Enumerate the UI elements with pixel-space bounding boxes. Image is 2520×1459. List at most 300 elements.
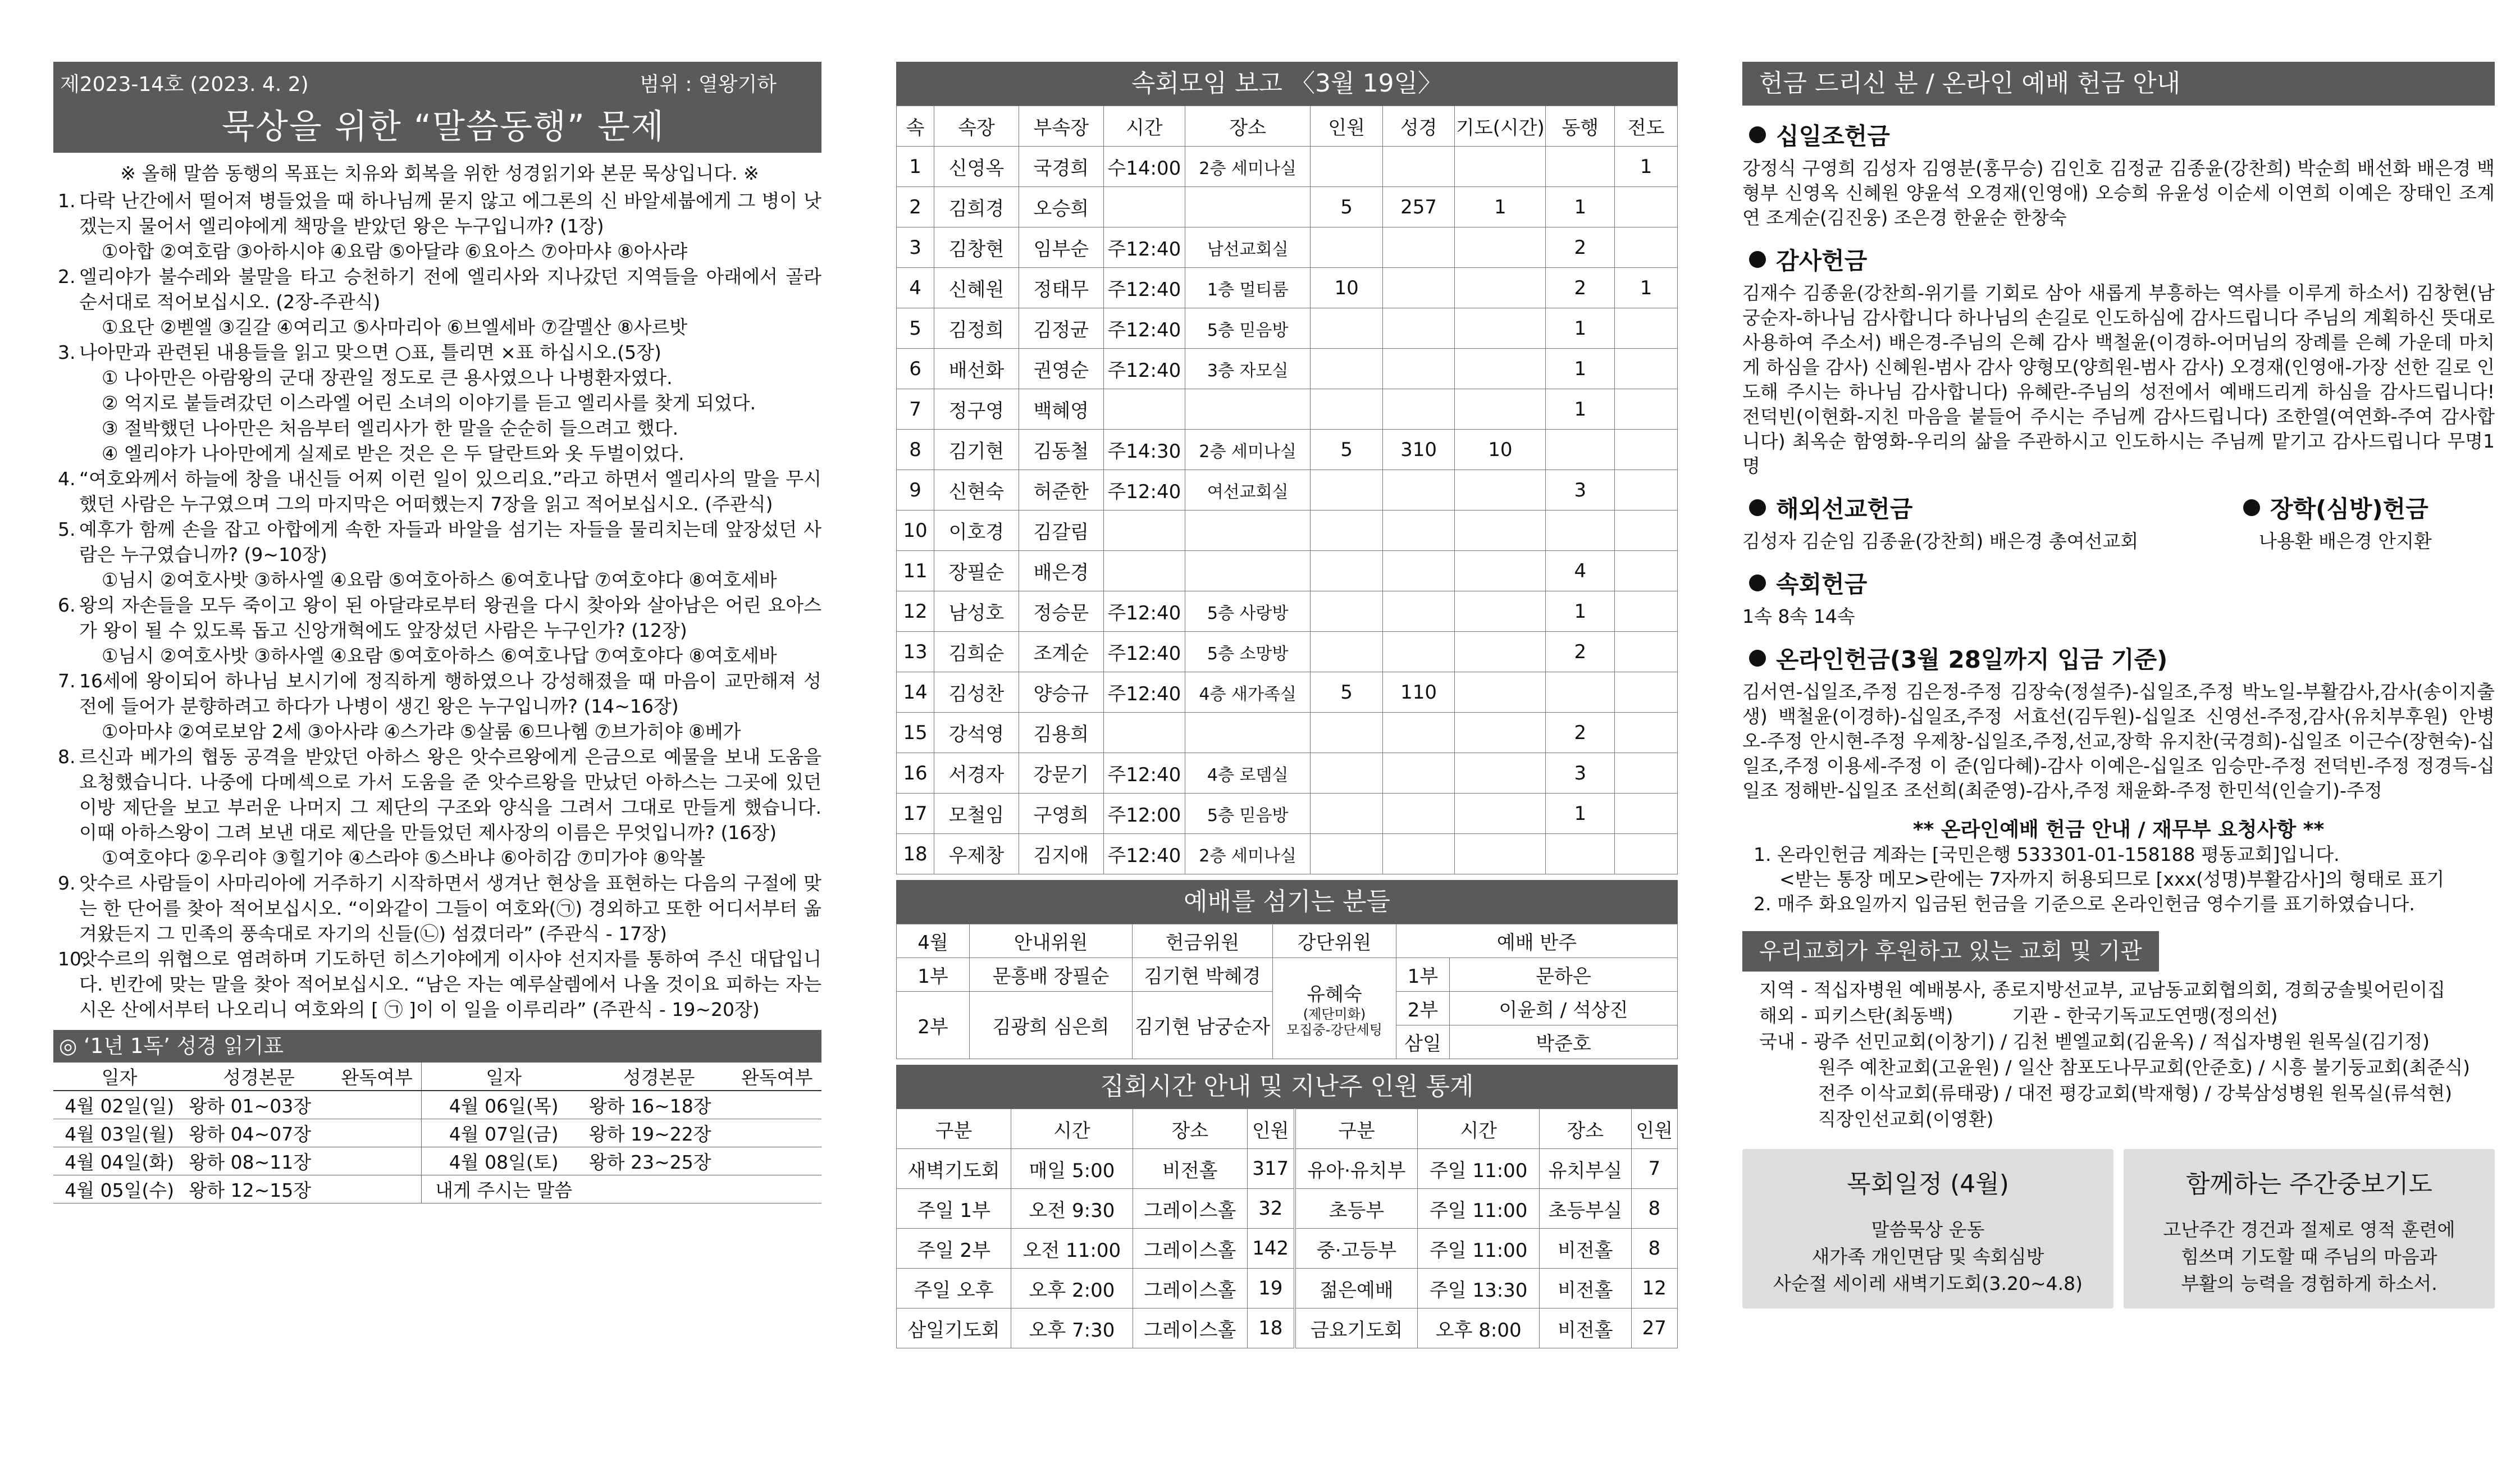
reading-cell: 4월 03일(월) [53,1119,185,1147]
schedule-column [896,62,1678,1348]
group-cell: 3층 자모실 [1185,349,1310,389]
group-cell [1103,551,1185,591]
pastoral-item: 새가족 개인면담 및 속회심방 [1811,1246,2044,1267]
group-cell: 배선화 [934,349,1019,389]
mission-scholar-row [1742,478,2495,554]
group-cell: 1 [1546,389,1615,430]
group-cell [1382,470,1454,510]
time-cell: 오후 2:00 [1011,1269,1133,1308]
bullet-icon [1749,126,1766,143]
time-cell: 초등부 [1295,1189,1418,1229]
question [58,517,821,592]
question-text: 르신과 베가의 협동 공격을 받았던 아하스 왕은 앗수르왕에게 은금으로 예물을 보내 도움을 요청했습니다. 나중에 다메섹으로 가서 도움을 준 앗수르왕을 만났던 아하스는 그곳에 있던 이방 제단을 보고 부러운 나머지 그 제단의 구조와 양식을 그려서 그대로 만들게 했습니다. 이때 아하스왕이 그려 보낸 대로 제단을 만들었던 제사장의 이름은 무엇입니까? (16장) [79,746,821,844]
group-header-cell: 부속장 [1019,106,1103,147]
service-1: 1부 [897,958,970,992]
quiz-body [53,153,821,1022]
group-cell: 2 [1546,713,1615,753]
question-text: 왕의 자손들을 모두 죽이고 왕이 된 아달랴로부터 왕권을 다시 찾아와 살아남은 어린 요아스가 왕이 될 수 있도록 돕고 신앙개혁에도 앞장섰던 사람은 누구인가? (12장) [79,594,821,641]
group-cell: 구영희 [1019,794,1103,834]
info-boxes [1742,1149,2495,1308]
group-cell: 3 [1546,753,1615,794]
sponsor-line: 해외 - 피키스탄(최동백) 기관 - 한국기독교도연맹(정의선) [1759,1005,2278,1027]
group-cell [1455,268,1546,308]
group-cell [1311,389,1382,430]
scholar-heading [2236,491,2495,525]
group-row [897,430,1678,470]
altar-sub2: 모집중-강단세팅 [1286,1022,1382,1038]
group-cell: 1 [1615,268,1678,308]
question-text: 나아만과 관련된 내용들을 읽고 맞으면 ○표, 틀리면 ×표 하십시오.(5장) [79,341,661,363]
pastoral-schedule-title: 목회일정 (4월) [1847,1170,2009,1198]
time-cell: 주일 11:00 [1418,1149,1540,1189]
group-cell [1382,551,1454,591]
group-cell: 1층 멀티룸 [1185,268,1310,308]
group-cell [1311,794,1382,834]
question-text: 앗수르의 위협으로 염려하며 기도하던 히스기야에게 이사야 선지자를 통하여 주신 대답입니다. 빈칸에 맞는 말을 찾아 적어보십시오. “남은 자는 예루살렘에서 나올 것이요 피하는 자는 시온 산에서부터 나오리니 여호와의 [ ㉠ ]이 이 일을 이루리라” (주관식 - 19~20장) [79,948,821,1020]
group-cell [1455,308,1546,349]
group-cell [1615,510,1678,551]
reading-cell: 4월 07일(금) [422,1119,586,1147]
group-cell: 6 [897,349,934,389]
offering-column [1742,62,2495,1308]
question [58,946,821,1022]
group-cell: 모철임 [934,794,1019,834]
group-offering-names: 1속 8속 14속 [1742,605,1855,627]
time-cell: 비전홀 [1540,1308,1632,1348]
group-cell: 10 [1311,268,1382,308]
reading-cell [332,1175,422,1203]
group-cell: 김지애 [1019,834,1103,874]
sponsor-line: 직장인선교회(이영환) [1759,1108,1994,1130]
pastoral-item: 말씀묵상 운동 [1871,1219,1985,1241]
group-header-cell: 기도(시간) [1455,106,1546,147]
group-cell: 주12:40 [1103,227,1185,268]
group-cell [1546,147,1615,187]
group-cell: 정승문 [1019,591,1103,632]
time-cell: 중·고등부 [1295,1229,1418,1269]
reading-header-cell: 성경본문 [185,1063,332,1091]
reading-cell [332,1091,422,1119]
group-row [897,510,1678,551]
time-cell: 금요기도회 [1295,1308,1418,1348]
mission-heading-text: 해외선교헌금 [1776,495,1913,523]
worship-servers-title: 예배를 섬기는 분들 [896,880,1678,924]
group-cell: 배은경 [1019,551,1103,591]
time-cell: 주일 2부 [897,1229,1011,1269]
sponsor-line: 원주 예찬교회(고윤원) / 일산 참포도나무교회(안준호) / 시흥 불기둥교회(최준식) [1759,1056,2471,1078]
group-header-cell: 전도 [1615,106,1678,147]
question-text: “여호와께서 하늘에 창을 내신들 어찌 이런 일이 있으리요.”라고 하면서 엘리사의 말을 무시했던 사람은 누구였으며 그의 마지막은 어떠했는지 7장을 읽고 적어보십시오. (주관식) [79,468,821,515]
reading-cell: 왕하 04~07장 [185,1119,332,1147]
group-cell [1382,591,1454,632]
group-cell: 17 [897,794,934,834]
group-cell: 허준한 [1019,470,1103,510]
bullet-icon [1749,650,1766,667]
time-cell: 주일 11:00 [1418,1229,1540,1269]
question-options: ①여호야다 ②우리야 ③힐기야 ④스라야 ⑤스바냐 ⑥아히감 ⑦미가야 ⑧악볼 [102,847,706,869]
group-cell [1382,268,1454,308]
group-cell [1615,632,1678,672]
group-cell [1455,672,1546,713]
group-cell [1455,470,1546,510]
group-cell: 김갈림 [1019,510,1103,551]
pastoral-item: 사순절 세이레 새벽기도회(3.20~4.8) [1773,1273,2083,1294]
group-cell: 주12:40 [1103,753,1185,794]
prayer-line: 고난주간 경건과 절제로 영적 훈련에 [2163,1219,2455,1241]
group-cell [1455,591,1546,632]
group-cell: 수14:00 [1103,147,1185,187]
time-cell: 유아·유치부 [1295,1149,1418,1189]
question [58,668,821,744]
group-cell: 이호경 [934,510,1019,551]
group-cell [1615,187,1678,227]
reading-cell: 왕하 19~22장 [586,1119,732,1147]
scholar-block [2236,478,2495,554]
question-body [79,466,821,517]
group-cell: 강문기 [1019,753,1103,794]
question-text: 16세에 왕이되어 하나님 보시기에 정직하게 행하였으나 강성해졌을 때 마음이 교만해져 성전에 들어가 분향하려고 하다가 나병이 생긴 왕은 누구입니까? (14~16장) [79,670,821,717]
question-options: ①아마샤 ②여로보암 2세 ③아사랴 ④스가랴 ⑤살룸 ⑥므나헴 ⑦브가히야 ⑧베가 [102,721,741,742]
time-cell: 초등부실 [1540,1189,1632,1229]
group-report-title: 속회모임 보고 〈3월 19일〉 [896,62,1678,106]
bullet-icon [1749,575,1766,591]
header-altar: 강단위원 [1273,924,1396,958]
group-cell: 김동철 [1019,430,1103,470]
reading-plan-title: ◎ ‘1년 1독’ 성경 읽기표 [53,1030,821,1063]
group-cell [1455,147,1546,187]
time-cell: 젊은예배 [1295,1269,1418,1308]
accomp-label-2: 2부 [1396,992,1450,1025]
group-cell [1455,349,1546,389]
group-row [897,834,1678,874]
group-cell [1382,753,1454,794]
group-cell: 2 [897,187,934,227]
question-list [58,188,821,1022]
time-cell: 그레이스홀 [1133,1189,1247,1229]
group-cell: 4층 로뎀실 [1185,753,1310,794]
notice-title: ** 온라인예배 헌금 안내 / 재무부 요청사항 ** [1912,818,2325,841]
reading-cell [332,1147,422,1175]
question-number: 5. [58,518,76,540]
group-cell [1455,794,1546,834]
time-cell: 오전 11:00 [1011,1229,1133,1269]
time-cell: 유치부실 [1540,1149,1632,1189]
group-cell [1615,672,1678,713]
time-cell: 오후 8:00 [1418,1308,1540,1348]
group-cell [1546,430,1615,470]
scholar-heading-text: 장학(심방)헌금 [2270,495,2428,523]
time-header-row [897,1109,1678,1149]
reading-row [53,1119,821,1147]
time-cell: 142 [1247,1229,1294,1269]
group-cell: 5층 믿음방 [1185,794,1310,834]
time-row [897,1189,1678,1229]
group-row [897,187,1678,227]
time-header-cell: 시간 [1011,1109,1133,1149]
time-cell: 새벽기도회 [897,1149,1011,1189]
group-cell: 15 [897,713,934,753]
group-header-cell: 동행 [1546,106,1615,147]
question-body [79,744,821,870]
question-options: ①요단 ②벧엘 ③길갈 ④여리고 ⑤사마리아 ⑥브엘세바 ⑦갈멜산 ⑧사르밧 [102,316,688,338]
thanks-names: 김재수 김종윤(강찬희-위기를 기회로 삼아 새롭게 부흥하는 역사를 이루게 하소서) 김창현(남궁순자-하나님 감사합니다 하나님의 손길로 인도하심에 감사드립니다 주님의 계획하신 뜻대로 사용하여 주소서) 배은경-주님의 은혜 감사 백철윤(이경하-어머님의 장례를 은혜 가운데 마치게 하심을 감사) 신혜원-범사 감사 양형모(양희원-범사 감사) 오경재(인영애-가장 선한 길로 인도해 주시는 하나님 감사합니다) 유혜란-주님의 성전에서 예배드리게 하심을 감사드립니다! 전덕빈(이현화-지친 마음을 붙들어 주시는 주님께 감사드립니다) 조한열(여연화-주여 감사합니다) 최옥순 함영화-우리의 삶을 주관하시고 인도하시는 주님께 맡기고 감사드립니다 무명1명 [1742,282,2495,477]
group-cell: 5 [1311,430,1382,470]
question-number: 9. [58,872,76,894]
group-cell: 12 [897,591,934,632]
question [58,592,821,668]
group-row [897,308,1678,349]
group-cell: 김정희 [934,308,1019,349]
question-text: 다락 난간에서 떨어져 병들었을 때 하나님께 묻지 않고 에그론의 신 바알세붑에게 그 병이 낫겠는지 물어서 엘리야에게 책망을 받았던 왕은 누구입니까? (1장) [79,190,821,237]
group-row [897,470,1678,510]
accomp-label-1: 1부 [1396,958,1450,992]
tithe-heading [1742,118,2495,152]
reading-cell [732,1091,821,1119]
group-cell: 5층 소망방 [1185,632,1310,672]
question-number: 4. [58,468,76,490]
group-cell: 4층 새가족실 [1185,672,1310,713]
scholar-names: 나용환 배은경 안지환 [2259,530,2432,552]
altar-sub: (제단미화) [1303,1006,1366,1022]
group-row [897,268,1678,308]
reading-plan [53,1030,821,1203]
group-cell [1615,430,1678,470]
bullet-icon [2243,499,2260,516]
group-row [897,632,1678,672]
group-header-cell: 속장 [934,106,1019,147]
reading-cell [586,1175,732,1203]
group-cell: 오승희 [1019,187,1103,227]
question-number: 7. [58,670,76,692]
question-options: ①아합 ②여호람 ③아하시야 ④요람 ⑤아달랴 ⑥요아스 ⑦아마샤 ⑧아사랴 [102,240,688,262]
question-options: ① 나아만은 아람왕의 군대 장관일 정도로 큰 용사였으나 나병환자였다. ② 억지로 붙들려갔던 이스라엘 어린 소녀의 이야기를 듣고 엘리사를 찾게 되었다. ③ 절박했던 나아만은 처음부터 엘리사가 한 말을 순순히 들으려고 했다. ④ 엘리야가 나아만에게 실제로 받은 것은 은 두 달란트와 옷 두벌이었다. [102,367,756,464]
time-header-cell: 인원 [1631,1109,1677,1149]
meeting-times-title: 집회시간 안내 및 지난주 인원 통계 [896,1065,1678,1109]
group-cell: 여선교회실 [1185,470,1310,510]
time-cell: 주일 1부 [897,1189,1011,1229]
reading-header-cell: 성경본문 [586,1063,732,1091]
group-cell [1311,834,1382,874]
group-cell [1311,510,1382,551]
group-cell: 9 [897,470,934,510]
altar-name: 유혜숙 [1307,983,1362,1006]
group-row [897,753,1678,794]
online-heading-text: 온라인헌금(3월 28일까지 입금 기준) [1776,646,2168,673]
tithe-names: 강정식 구영희 김성자 김영분(홍무승) 김인호 김정균 김종윤(강찬희) 박순희 배선화 배은경 백형부 신영옥 신혜원 양윤석 오경재(인영애) 오승희 유윤성 이순세 이연희 이예은 장태인 조계연 조계순(김진웅) 조은경 한윤순 한창숙 [1742,157,2495,229]
group-cell: 110 [1382,672,1454,713]
group-cell: 1 [1546,794,1615,834]
question-body [79,668,821,744]
question [58,466,821,517]
offering-title: 헌금 드리신 분 / 온라인 예배 헌금 안내 [1742,62,2495,106]
reading-cell [332,1119,422,1147]
group-cell: 김창현 [934,227,1019,268]
thanks-heading [1742,243,2495,276]
header-offering: 헌금위원 [1133,924,1273,958]
worship-servers-table [896,924,1678,1059]
guide-2: 김광희 심은희 [970,992,1133,1059]
reading-cell [732,1147,821,1175]
group-cell: 310 [1382,430,1454,470]
group-cell: 양승규 [1019,672,1103,713]
group-cell [1615,551,1678,591]
group-cell [1185,389,1310,430]
group-cell [1185,551,1310,591]
group-header-cell: 장소 [1185,106,1310,147]
issue-number: 제2023-14호 (2023. 4. 2) [60,73,309,96]
question-body [79,946,821,1022]
thanks-heading-text: 감사헌금 [1776,247,1868,275]
group-cell: 주12:40 [1103,268,1185,308]
group-header-cell: 인원 [1311,106,1382,147]
time-row [897,1149,1678,1189]
group-cell: 2층 세미나실 [1185,147,1310,187]
reading-cell: 4월 02일(일) [53,1091,185,1119]
time-header-cell: 구분 [897,1109,1011,1149]
group-cell: 백혜영 [1019,389,1103,430]
group-report-table [896,106,1678,874]
mission-heading [1742,491,2236,525]
group-cell: 국경희 [1019,147,1103,187]
question [58,744,821,870]
group-cell: 강석영 [934,713,1019,753]
group-cell [1311,470,1382,510]
group-row [897,147,1678,187]
group-row [897,227,1678,268]
group-cell: 김희경 [934,187,1019,227]
altar-team [1273,958,1396,1059]
time-cell: 주일 오후 [897,1269,1011,1308]
group-cell: 장필순 [934,551,1019,591]
reading-cell: 4월 06일(목) [422,1091,586,1119]
online-names: 김서연-십일조,주정 김은정-주정 김장숙(정설주)-십일조,주정 박노일-부활감사,감사(송이지출생) 백철윤(이경하)-십일조,주정 서효선(김두원)-십일조 신영선-주정,감사(유치부후원) 안병오-주정 안시현-주정 우제창-십일조,주정,선교,장학 유지찬(국경희)-십일조 이근수(장현숙)-십일조,주정 이용세-주정 이 준(임다혜)-감사 이예은-십일조 임승만-주정 전덕빈-주정 정경득-십일조 정해반-십일조 조선희(최준영)-감사,주정 채윤화-주정 한민석(인슬기)-주정 [1742,681,2495,801]
time-cell: 18 [1247,1308,1294,1348]
group-cell [1615,349,1678,389]
group-cell: 정태무 [1019,268,1103,308]
group-cell [1615,591,1678,632]
question-body [79,340,821,466]
group-header-cell: 성경 [1382,106,1454,147]
notice-1b: <받는 통장 메모>란에는 7자까지 허용되므로 [xxx(성명)부활감사]의 형태로 표기 [1779,868,2445,890]
time-cell: 그레이스홀 [1133,1229,1247,1269]
group-row [897,713,1678,753]
group-row [897,591,1678,632]
quiz-intro: ※ 올해 말씀 동행의 목표는 치유와 회복을 위한 성경읽기와 본문 묵상입니다. ※ [120,162,759,184]
bullet-icon [1749,499,1766,516]
time-cell: 8 [1631,1229,1677,1269]
time-header-cell: 구분 [1295,1109,1418,1149]
time-header-cell: 시간 [1418,1109,1540,1149]
reading-cell [732,1175,821,1203]
header-guide: 안내위원 [970,924,1133,958]
reading-cell: 내게 주시는 말씀 [422,1175,586,1203]
online-notice [1742,818,2495,917]
group-cell: 우제창 [934,834,1019,874]
group-cell: 주12:00 [1103,794,1185,834]
reading-cell: 왕하 23~25장 [586,1147,732,1175]
prayer-line: 부활의 능력을 경험하게 하소서. [2181,1273,2437,1294]
time-cell: 317 [1247,1149,1294,1189]
question [58,870,821,946]
reading-cell [732,1119,821,1147]
group-cell: 4 [897,268,934,308]
group-cell [1311,308,1382,349]
group-cell: 주12:40 [1103,591,1185,632]
group-cell: 1 [1615,147,1678,187]
accomp-2: 이윤희 / 석상진 [1450,992,1678,1025]
sponsor-line: 지역 - 적십자병원 예배봉사, 종로지방선교부, 교남동교회협의회, 경희궁솔빛어린이집 [1759,979,2446,1001]
group-cell: 남성호 [934,591,1019,632]
time-cell: 12 [1631,1269,1677,1308]
group-header-cell: 속 [897,106,934,147]
prayer-title: 함께하는 주간중보기도 [2185,1170,2433,1198]
question-text: 엘리야가 불수레와 불말을 타고 승천하기 전에 엘리사와 지나갔던 지역들을 아래에서 골라 순서대로 적어보십시오. (2장-주관식) [79,266,821,313]
question-number: 2. [58,266,76,288]
time-cell: 그레이스홀 [1133,1269,1247,1308]
group-cell [1546,672,1615,713]
group-cell [1382,227,1454,268]
reading-header-cell: 완독여부 [332,1063,422,1091]
group-offering-heading-text: 속회헌금 [1776,571,1868,598]
group-cell: 5 [1311,187,1382,227]
group-cell: 김기현 [934,430,1019,470]
question-body [79,870,821,946]
time-cell: 오후 7:30 [1011,1308,1133,1348]
sponsor-title: 우리교회가 후원하고 있는 교회 및 기관 [1742,931,2159,972]
group-cell: 주12:40 [1103,308,1185,349]
bullet-icon [1749,251,1766,268]
question-text: 앗수르 사람들이 사마리아에 거주하기 시작하면서 생겨난 현상을 표현하는 다음의 구절에 맞는 한 단어를 찾아 적어보십시오. “이와같이 그들이 여호와(㉠) 경외하고 또한 어디서부터 옮겨왔든지 그 민족의 풍속대로 자기의 신들(㉡) 섬겼더라” (주관식 - 17장) [79,872,821,945]
offering-2: 김기현 남궁순자 [1133,992,1273,1059]
pastoral-schedule-box [1742,1149,2113,1308]
group-cell [1546,834,1615,874]
group-row [897,389,1678,430]
reading-row [53,1175,821,1203]
reading-row [53,1147,821,1175]
group-cell: 김용희 [1019,713,1103,753]
group-cell: 13 [897,632,934,672]
prayer-box [2124,1149,2495,1308]
group-header-row [897,106,1678,147]
meeting-times-table [896,1109,1678,1348]
group-cell [1185,713,1310,753]
time-cell: 8 [1631,1189,1677,1229]
reading-header-cell: 일자 [53,1063,185,1091]
group-row [897,349,1678,389]
group-cell: 임부순 [1019,227,1103,268]
question-number: 6. [58,594,76,616]
reading-cell: 4월 08일(토) [422,1147,586,1175]
question-body [79,592,821,668]
group-cell: 주14:30 [1103,430,1185,470]
group-cell: 2 [1546,227,1615,268]
group-cell: 주12:40 [1103,470,1185,510]
group-cell [1382,349,1454,389]
mission-block [1742,478,2236,554]
group-cell [1615,753,1678,794]
time-cell: 19 [1247,1269,1294,1308]
group-cell: 조계순 [1019,632,1103,672]
group-cell: 1 [897,147,934,187]
time-header-cell: 장소 [1540,1109,1632,1149]
question-number: 3. [58,341,76,363]
group-cell: 남선교회실 [1185,227,1310,268]
group-cell [1615,389,1678,430]
group-cell: 5 [1311,672,1382,713]
question-options: ①님시 ②여호사밧 ③하사엘 ④요람 ⑤여호아하스 ⑥여호나답 ⑦여호야다 ⑧여호세바 [102,645,777,667]
sponsor-line: 국내 - 광주 선민교회(이창기) / 김천 벧엘교회(김윤옥) / 적십자병원 원목실(김기정) [1759,1031,2430,1052]
sponsor-line: 전주 이삭교회(류태광) / 대전 평강교회(박재형) / 강북삼성병원 원목실(류석현) [1759,1082,2453,1104]
